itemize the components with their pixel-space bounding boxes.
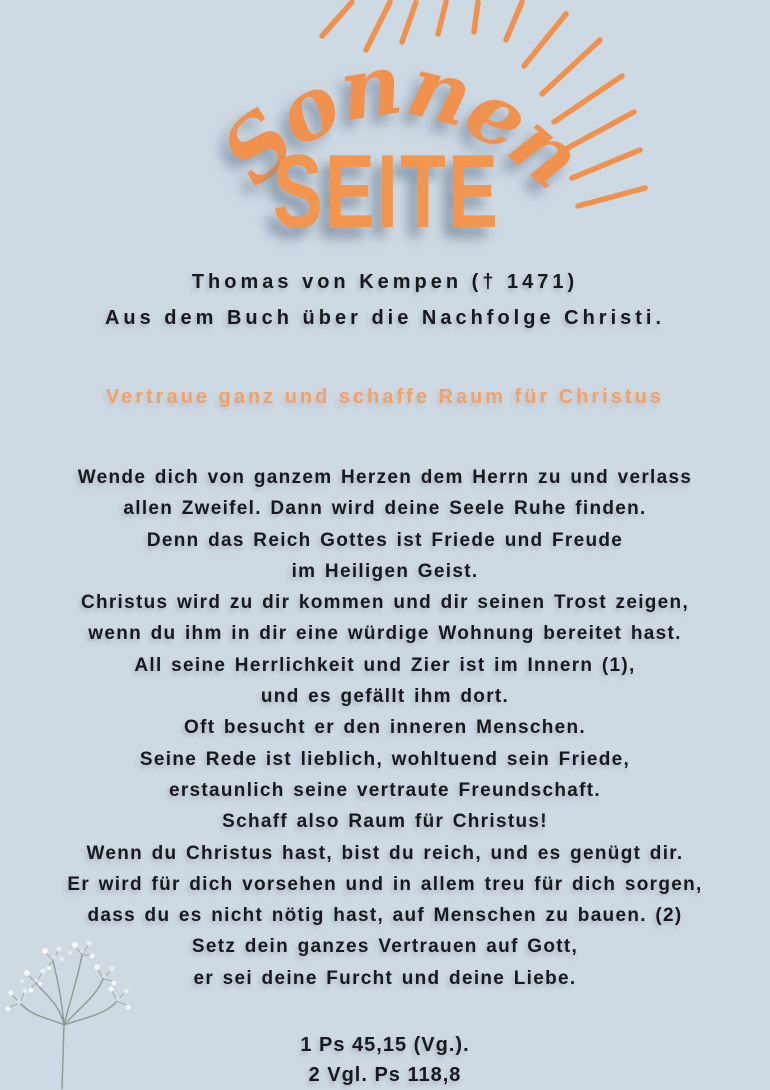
text-line: Christus wird zu dir kommen und dir seinen Trost zeigen, xyxy=(80,592,690,614)
text-line: Oft besucht er den inneren Menschen. xyxy=(183,717,587,739)
logo-script-text: Sonnen xyxy=(202,33,602,208)
text-line: Er wird für dich vorsehen und in allem treu für dich sorgen, xyxy=(67,873,703,895)
source-line: Aus dem Buch über die Nachfolge Christi. xyxy=(104,307,666,329)
text-line: Wende dich von ganzem Herzen dem Herrn zu und verlass xyxy=(77,467,693,488)
quote-body xyxy=(0,462,770,994)
text-line: Wenn du Christus hast, bist du reich, und es genügt dir. xyxy=(86,842,684,864)
text-line: und es gefällt ihm dort. xyxy=(260,686,510,708)
quote-heading: Vertraue ganz und schaffe Raum für Christus xyxy=(106,386,664,408)
text-line: All seine Herrlichkeit und Zier ist im Innern (1), xyxy=(134,654,636,676)
text-line: erstaunlich seine vertraute Freundschaft. xyxy=(168,779,602,801)
text-line: 1 Ps 45,15 (Vg.). xyxy=(300,1034,470,1056)
text-line: Schaff also Raum für Christus! xyxy=(222,811,548,833)
text-line: 2 Vgl. Ps 118,8 xyxy=(308,1064,462,1086)
text-line: wenn du ihm in dir eine würdige Wohnung bereitet hast. xyxy=(88,623,682,645)
text-line: allen Zweifel. Dann wird deine Seele Ruhe finden. xyxy=(123,498,647,520)
gypsophila-flower-icon xyxy=(0,929,170,1089)
author-line: Thomas von Kempen († 1471) xyxy=(191,271,579,293)
text-line: er sei deine Furcht und deine Liebe. xyxy=(193,967,577,989)
text-line: im Heiligen Geist. xyxy=(291,560,479,582)
flower-cluster xyxy=(6,940,131,1011)
text-line: Seine Rede ist lieblich, wohltuend sein Friede, xyxy=(139,748,631,770)
text-line: dass du es nicht nötig hast, auf Menschen zu bauen. (2) xyxy=(87,905,683,927)
text-line: Setz dein ganzes Vertrauen auf Gott, xyxy=(191,936,579,958)
text-line: Denn das Reich Gottes ist Friede und Freude xyxy=(146,529,624,551)
logo-block-word: SEITE xyxy=(272,134,500,250)
